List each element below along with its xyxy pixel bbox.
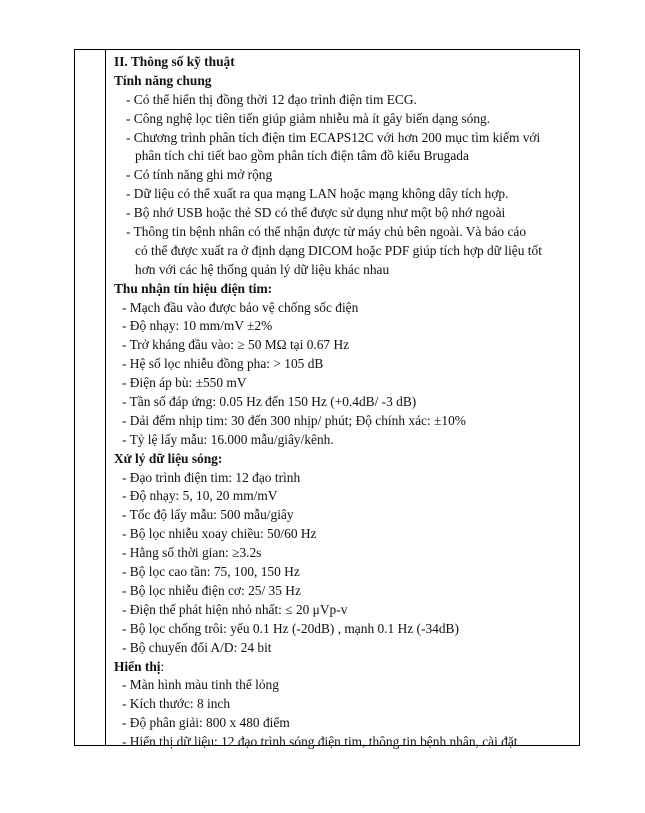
group-heading-signal-acquisition: Thu nhận tín hiệu điện tim:	[114, 280, 273, 296]
spec-content	[114, 53, 573, 752]
group-heading-waveform-processing: Xử lý dữ liệu sóng:	[114, 450, 223, 466]
group-heading-display: Hiển thị	[114, 658, 161, 674]
spec-line: - Hệ số lọc nhiễu đồng pha: > 105 dB	[122, 356, 324, 372]
spec-line: - Dải đếm nhịp tim: 30 đến 300 nhịp/ phút; Độ chính xác: ±10%	[122, 412, 466, 428]
spec-line: - Hằng số thời gian: ≥3.2s	[122, 545, 262, 561]
group-heading-general: Tính năng chung	[114, 72, 212, 88]
spec-line: - Tần số đáp ứng: 0.05 Hz đến 150 Hz (+0.4dB/ -3 dB)	[122, 394, 417, 410]
spec-line: - Điện thế phát hiện nhỏ nhất: ≤ 20 μVp-v	[122, 601, 348, 617]
spec-line: - Hiển thị dữ liệu: 12 đạo trình sóng điện tim, thông tin bệnh nhân, cài đặt	[122, 734, 518, 750]
spec-line: - Có thể hiển thị đồng thời 12 đạo trình điện tim ECG.	[126, 91, 417, 107]
spec-line: - Mạch đầu vào được bảo vệ chống sốc điện	[122, 299, 359, 315]
spec-line: - Bộ lọc cao tần: 75, 100, 150 Hz	[122, 564, 300, 580]
spec-line: - Trở kháng đầu vào: ≥ 50 MΩ tại 0.67 Hz	[122, 337, 350, 353]
spec-line: - Độ nhạy: 5, 10, 20 mm/mV	[122, 488, 278, 504]
spec-line: - Điện áp bù: ±550 mV	[122, 375, 247, 391]
spec-line-continuation: phân tích chi tiết bao gồm phân tích điện tâm đồ kiểu Brugada	[135, 148, 469, 164]
spec-line-continuation: có thể được xuất ra ở định dạng DICOM hoặc PDF giúp tích hợp dữ liệu tốt	[135, 242, 542, 258]
spec-table	[74, 49, 580, 750]
spec-line: - Thông tin bệnh nhân có thể nhận được từ máy chủ bên ngoài. Và báo cáo	[126, 224, 527, 240]
column-divider	[105, 50, 106, 745]
spec-line: - Đạo trình điện tim: 12 đạo trình	[122, 469, 301, 485]
spec-line-continuation: hơn với các hệ thống quản lý dữ liệu khác nhau	[135, 261, 390, 277]
section-title: II. Thông số kỹ thuật	[114, 54, 235, 69]
spec-line: - Chương trình phân tích điện tim ECAPS12C với hơn 200 mục tìm kiếm với	[126, 129, 541, 145]
spec-line: - Bộ nhớ USB hoặc thẻ SD có thể được sử dụng như một bộ nhớ ngoài	[126, 205, 506, 221]
spec-line: - Độ phân giải: 800 x 480 điểm	[122, 715, 290, 731]
spec-line: - Công nghệ lọc tiên tiến giúp giảm nhiễu mà ít gây biến dạng sóng.	[126, 110, 491, 126]
spec-line: - Tỷ lệ lấy mẫu: 16.000 mẫu/giây/kênh.	[122, 431, 334, 447]
spec-line: - Độ nhạy: 10 mm/mV ±2%	[122, 318, 273, 334]
group-heading-display-colon: :	[160, 658, 165, 674]
group-heading-display-row	[114, 658, 573, 677]
spec-line: - Bộ lọc nhiễu điện cơ: 25/ 35 Hz	[122, 582, 301, 598]
spec-line: - Dữ liệu có thể xuất ra qua mạng LAN hoặc mạng không dây tích hợp.	[126, 186, 509, 202]
spec-line: - Kích thước: 8 inch	[122, 696, 231, 712]
spec-line: - Màn hình màu tinh thể lỏng	[122, 677, 279, 693]
spec-line: - Có tính năng ghi mở rộng	[126, 167, 273, 183]
spec-line: - Bộ lọc nhiễu xoay chiều: 50/60 Hz	[122, 526, 317, 542]
spec-line: - Bộ chuyển đổi A/D: 24 bit	[122, 639, 272, 655]
spec-line: - Tốc độ lấy mẫu: 500 mẫu/giây	[122, 507, 294, 523]
spec-line: - Bộ lọc chống trôi: yếu 0.1 Hz (-20dB) , mạnh 0.1 Hz (-34dB)	[122, 620, 459, 636]
